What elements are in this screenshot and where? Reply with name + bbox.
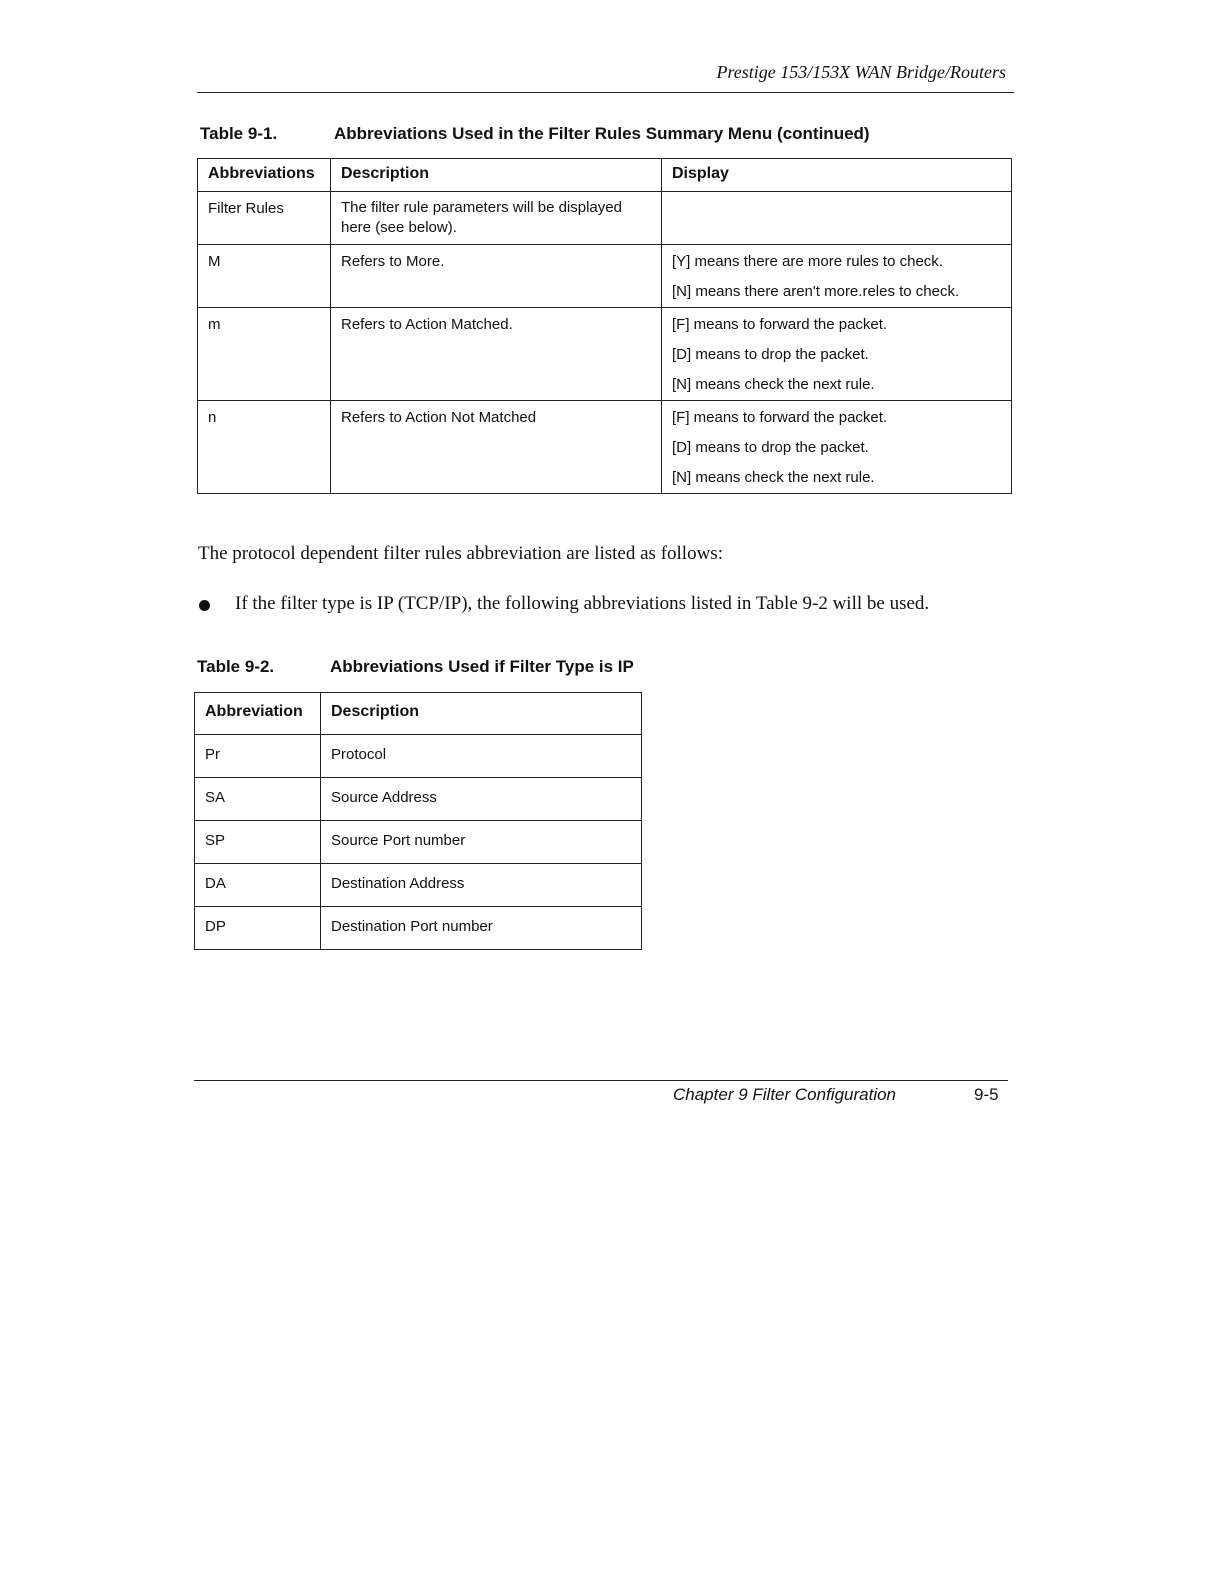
display-line: [N] means there aren't more.reles to check.	[672, 283, 960, 300]
table-row	[198, 192, 1012, 245]
table2-abbr-cell: SA	[195, 778, 321, 821]
table1-abbr-cell: M	[198, 245, 331, 308]
table1-desc-cell: Refers to Action Not Matched	[331, 401, 662, 494]
table-row	[198, 401, 1012, 494]
table2-desc-cell: Destination Port number	[321, 907, 642, 950]
table2-header-row	[195, 693, 642, 735]
bullet-icon	[199, 600, 210, 611]
display-line: [N] means check the next rule.	[672, 376, 875, 393]
table2-abbr-cell: SP	[195, 821, 321, 864]
display-line: [D] means to drop the packet.	[672, 346, 869, 363]
table2-desc-cell: Source Port number	[321, 821, 642, 864]
table1-header-row	[198, 159, 1012, 192]
bullet-paragraph: If the filter type is IP (TCP/IP), the following abbreviations listed in Table 9-2 will be used.	[235, 593, 930, 614]
table-row	[198, 308, 1012, 401]
table2-abbr-cell: DP	[195, 907, 321, 950]
table2	[194, 692, 642, 950]
table2-col-description: Description	[321, 693, 642, 735]
table-row	[195, 907, 642, 950]
table1-display-cell	[662, 245, 1012, 308]
table-row	[198, 245, 1012, 308]
table2-desc-cell: Destination Address	[321, 864, 642, 907]
display-line: [Y] means there are more rules to check.	[672, 253, 943, 270]
footer-page-number: 9-5	[974, 1085, 999, 1104]
table-row	[195, 735, 642, 778]
table2-abbr-cell: Pr	[195, 735, 321, 778]
table1-col-abbreviations: Abbreviations	[198, 159, 331, 192]
table1-col-description: Description	[331, 159, 662, 192]
table1-display-cell	[662, 192, 1012, 245]
display-line: [D] means to drop the packet.	[672, 439, 869, 456]
table2-title: Abbreviations Used if Filter Type is IP	[330, 657, 634, 676]
table1-title: Abbreviations Used in the Filter Rules Summary Menu (continued)	[334, 124, 870, 143]
header-rule	[197, 92, 1014, 93]
running-header: Prestige 153/153X WAN Bridge/Routers	[716, 62, 1006, 82]
footer-rule	[194, 1080, 1008, 1081]
table2-col-abbreviation: Abbreviation	[195, 693, 321, 735]
table2-number: Table 9-2.	[197, 657, 275, 676]
display-line: [N] means check the next rule.	[672, 469, 875, 486]
table1-col-display: Display	[662, 159, 1012, 192]
table2-abbr-cell: DA	[195, 864, 321, 907]
display-line: [F] means to forward the packet.	[672, 409, 888, 426]
table1-desc-cell: The filter rule parameters will be displayed here (see below).	[331, 192, 662, 245]
table2-desc-cell: Source Address	[321, 778, 642, 821]
table1-abbr-cell: m	[198, 308, 331, 401]
table-row	[195, 821, 642, 864]
footer-chapter: Chapter 9 Filter Configuration	[673, 1085, 897, 1104]
intro-paragraph: The protocol dependent filter rules abbreviation are listed as follows:	[198, 543, 723, 564]
table2-desc-cell: Protocol	[321, 735, 642, 778]
table-row	[195, 864, 642, 907]
display-line: [F] means to forward the packet.	[672, 316, 888, 333]
table1-display-cell	[662, 308, 1012, 401]
table1-desc-cell: Refers to More.	[331, 245, 662, 308]
table1-abbr-cell: n	[198, 401, 331, 494]
table1-abbr-cell: Filter Rules	[198, 192, 331, 245]
table1	[197, 158, 1012, 494]
table1-number: Table 9-1.	[200, 124, 278, 143]
table1-desc-cell: Refers to Action Matched.	[331, 308, 662, 401]
table-row	[195, 778, 642, 821]
table1-display-cell	[662, 401, 1012, 494]
